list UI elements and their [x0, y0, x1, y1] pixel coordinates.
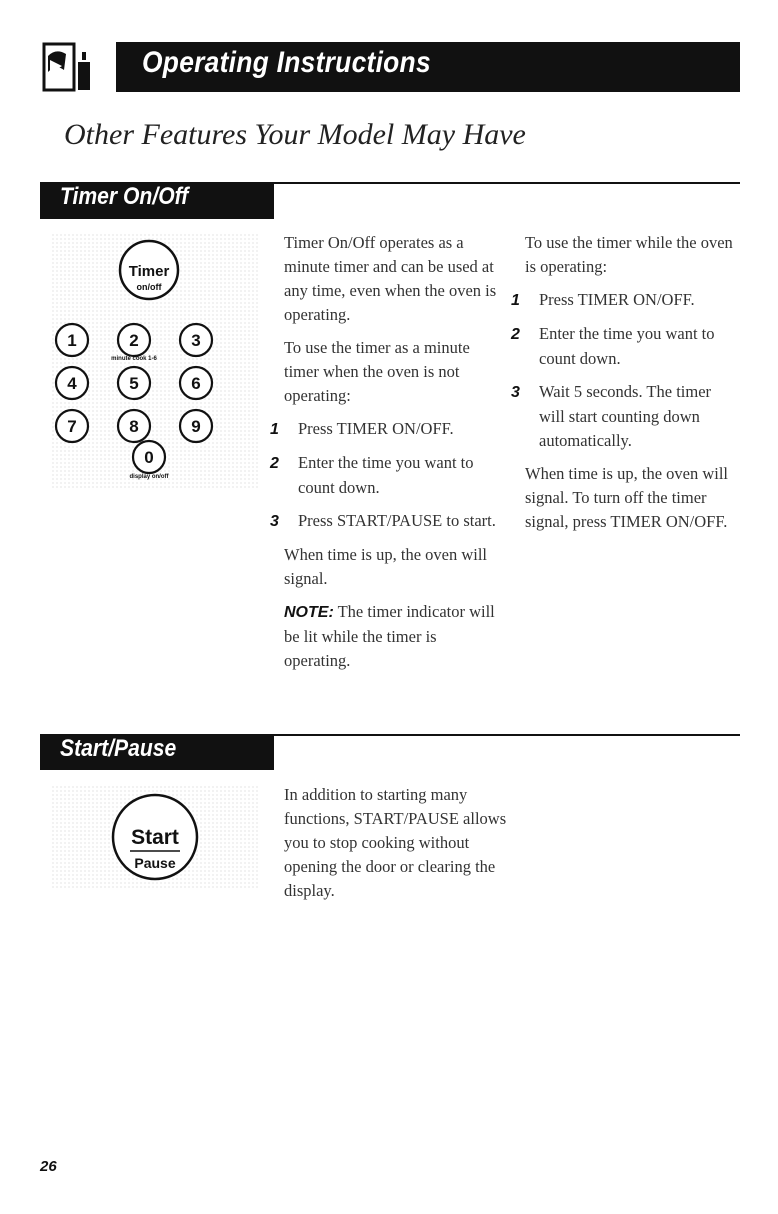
digit-key-7: [56, 410, 88, 442]
timer-keypad-illustration: [48, 230, 262, 490]
page-header-title: Operating Instructions: [142, 46, 431, 79]
digit-key-6: [180, 367, 212, 399]
digit-key-4: [56, 367, 88, 399]
start-pause-section-rule: [274, 734, 740, 736]
digit-key-label: 7: [67, 417, 77, 436]
page-subtitle: Other Features Your Model May Have: [64, 118, 526, 151]
start-pause-section-heading: Start/Pause: [60, 735, 177, 762]
minute-cook-label: minute cook 1-6: [111, 356, 157, 362]
timer-key-label: Timer: [128, 263, 170, 280]
digit-key-label: 3: [191, 331, 201, 350]
header-bar: [116, 42, 740, 92]
timer-section-rule: [274, 182, 740, 184]
start-pause-key-illustration: [48, 782, 262, 890]
timer-column-1: [270, 231, 504, 682]
timer-step: 3 Press START/PAUSE to start.: [270, 511, 496, 530]
digit-key-label: 8: [129, 417, 139, 436]
start-key-label: Start: [131, 826, 179, 849]
digit-key-label: 9: [191, 417, 201, 436]
digit-key-2: [118, 324, 150, 356]
page-number: 26: [40, 1158, 57, 1175]
digit-key-label: 5: [129, 374, 139, 393]
timer-lead-1: To use the timer as a minute timer when the oven is not operating:: [284, 338, 470, 405]
timer-lead-2: To use the timer while the oven is operating:: [525, 233, 733, 276]
digit-key-label: 6: [191, 374, 201, 393]
timer-key: [120, 241, 178, 299]
timer-step: 2 Enter the time you want to count down.: [270, 453, 474, 497]
timer-column-2: [511, 231, 737, 543]
timer-after-1: When time is up, the oven will signal.: [284, 545, 488, 588]
start-pause-text: In addition to starting many functions, START/PAUSE allows you to stop cooking without opening the door or clearing the display.: [284, 785, 507, 900]
digit-key-9: [180, 410, 212, 442]
display-on-off-label: display on/off: [129, 474, 169, 480]
start-pause-key: [113, 795, 197, 879]
timer-after-2: When time is up, the oven will signal. To turn off the timer signal, press TIMER ON/OFF.: [525, 464, 729, 531]
timer-step: 3 Wait 5 seconds. The timer will start counting down automatically.: [511, 382, 712, 450]
digit-key-1: [56, 324, 88, 356]
microwave-book-icon: [42, 42, 94, 92]
pause-key-label: Pause: [134, 855, 176, 871]
timer-step: 2 Enter the time you want to count down.: [511, 324, 715, 368]
digit-key-0: [133, 441, 165, 473]
timer-note: NOTE: The timer indicator will be lit while the timer is operating.: [284, 602, 495, 670]
timer-step: 1 Press TIMER ON/OFF.: [511, 290, 695, 309]
timer-key-sublabel: on/off: [136, 282, 162, 292]
digit-key-label: 4: [67, 374, 77, 393]
digit-key-3: [180, 324, 212, 356]
timer-section-tab: [40, 182, 274, 219]
start-pause-text-column: [284, 783, 509, 912]
digit-key-8: [118, 410, 150, 442]
digit-key-label: 1: [67, 331, 77, 350]
digit-key-label: 0: [144, 448, 154, 467]
start-pause-section-tab: [40, 734, 274, 770]
timer-section-heading: Timer On/Off: [60, 183, 189, 210]
timer-step: 1 Press TIMER ON/OFF.: [270, 419, 454, 438]
digit-key-label: 2: [129, 331, 139, 350]
timer-intro: Timer On/Off operates as a minute timer and can be used at any time, even when the oven is operating.: [284, 233, 497, 324]
digit-key-5: [118, 367, 150, 399]
